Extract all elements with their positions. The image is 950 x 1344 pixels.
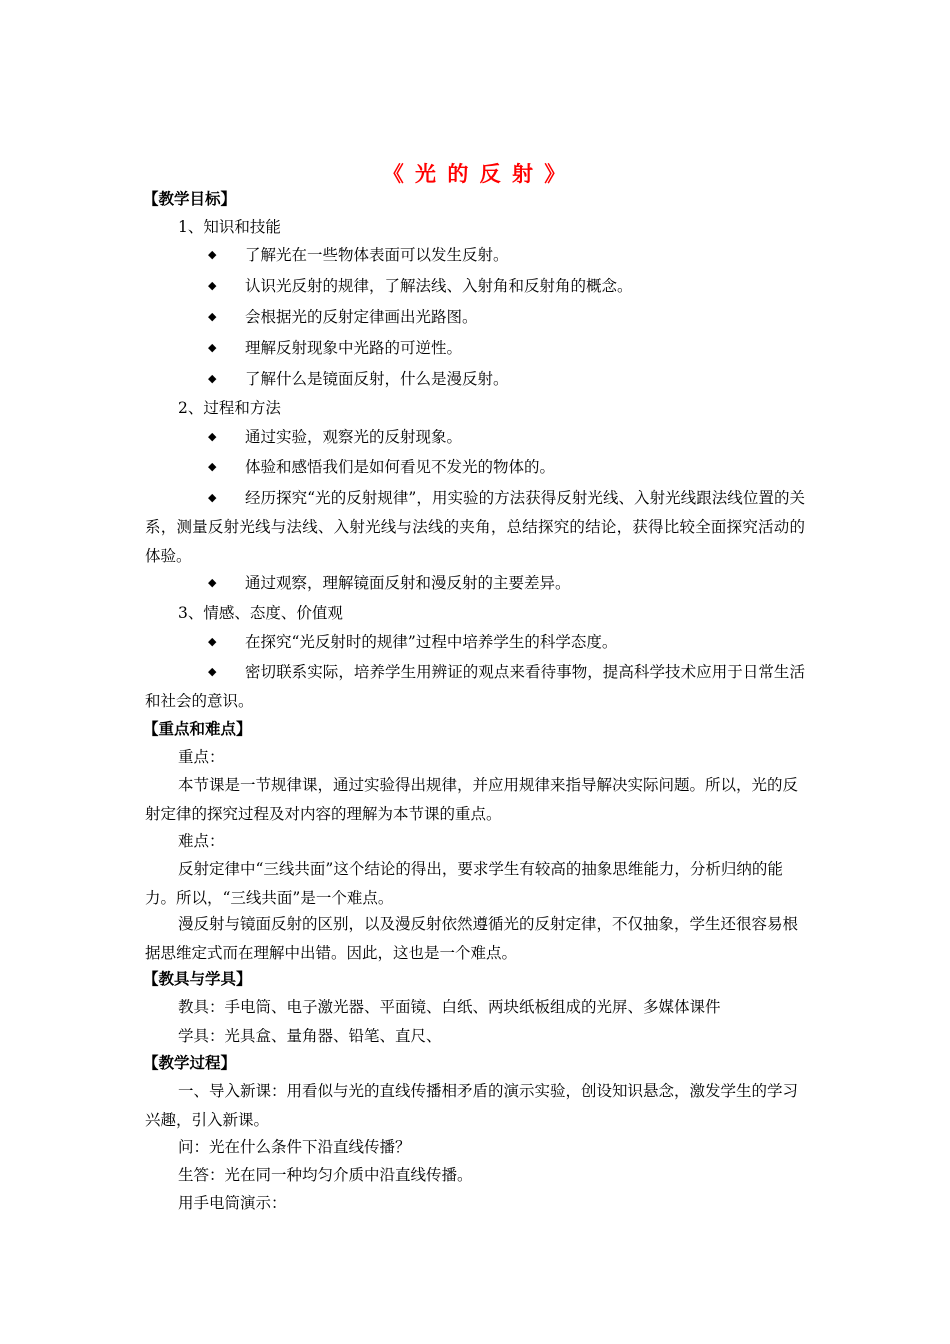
bullet-icon: ◆ [208,491,217,504]
bullet-icon: ◆ [208,372,217,385]
document-title: 《 光 的 反 射 》 [382,162,568,186]
knowledge-item-2: 认识光反射的规律，了解法线、入射角和反射角的概念。 [245,277,633,295]
section-heading-key-points: 【重点和难点】 [143,720,252,738]
process-item-4: 通过观察，理解镜面反射和漫反射的主要差异。 [245,574,571,592]
knowledge-item-5: 了解什么是镜面反射，什么是漫反射。 [245,370,509,388]
bullet-icon: ◆ [208,279,217,292]
key-text: 本节课是一节规律课，通过实验得出规律，并应用规律来指导解决实际问题。所以，光的反射定律的探究过程及对内容的理解为本节课的重点。 [145,776,799,823]
bullet-icon: ◆ [208,665,217,678]
teacher-tools: 教具：手电筒、电子激光器、平面镜、白纸、两块纸板组成的光屏、多媒体课件 [178,998,721,1016]
key-label: 重点： [178,748,225,766]
bullet-icon: ◆ [208,310,217,323]
attitude-item-2: 密切联系实际，培养学生用辨证的观点来看待事物，提高科学技术应用于日常生活和社会的意识。 [145,663,805,710]
difficulty-text-1: 反射定律中“三线共面”这个结论的得出，要求学生有较高的抽象思维能力，分析归纳的能力。所以，“三线共面”是一个难点。 [145,860,783,907]
bullet-icon: ◆ [208,248,217,261]
process-item-1: 通过实验，观察光的反射现象。 [245,428,463,446]
process-item-2: 体验和感悟我们是如何看见不发光的物体的。 [245,458,556,476]
difficulty-text-2: 漫反射与镜面反射的区别，以及漫反射依然遵循光的反射定律，不仅抽象，学生还很容易根据思维定式而在理解中出错。因此，这也是一个难点。 [145,915,799,962]
subheading-process-method: 2、过程和方法 [178,399,281,417]
section-heading-objectives: 【教学目标】 [143,190,237,208]
section-heading-process: 【教学过程】 [143,1054,237,1072]
question-text: 问：光在什么条件下沿直线传播？ [178,1138,411,1156]
bullet-icon: ◆ [208,576,217,589]
knowledge-item-1: 了解光在一些物体表面可以发生反射。 [245,246,509,264]
knowledge-item-4: 理解反射现象中光路的可逆性。 [245,339,463,357]
attitude-item-1: 在探究“光反射时的规律”过程中培养学生的科学态度。 [245,633,618,651]
bullet-icon: ◆ [208,341,217,354]
difficulty-label: 难点： [178,832,225,850]
bullet-icon: ◆ [208,430,217,443]
knowledge-item-3: 会根据光的反射定律画出光路图。 [245,308,478,326]
process-item-3: 经历探究“光的反射规律”，用实验的方法获得反射光线、入射光线跟法线位置的关系，测量反射光线与法线、入射光线与法线的夹角，总结探究的结论，获得比较全面探究活动的体验。 [145,489,805,565]
section-heading-tools: 【教具与学具】 [143,970,252,988]
subheading-attitude: 3、情感、态度、价值观 [178,604,343,622]
demo-text: 用手电筒演示： [178,1194,287,1212]
bullet-icon: ◆ [208,460,217,473]
answer-text: 生答：光在同一种均匀介质中沿直线传播。 [178,1166,473,1184]
student-tools: 学具：光具盒、量角器、铅笔、直尺、 [178,1027,442,1045]
bullet-icon: ◆ [208,635,217,648]
subheading-knowledge: 1、知识和技能 [178,218,281,236]
intro-text: 一、导入新课：用看似与光的直线传播相矛盾的演示实验，创设知识悬念，激发学生的学习兴趣，引入新课。 [145,1082,799,1129]
